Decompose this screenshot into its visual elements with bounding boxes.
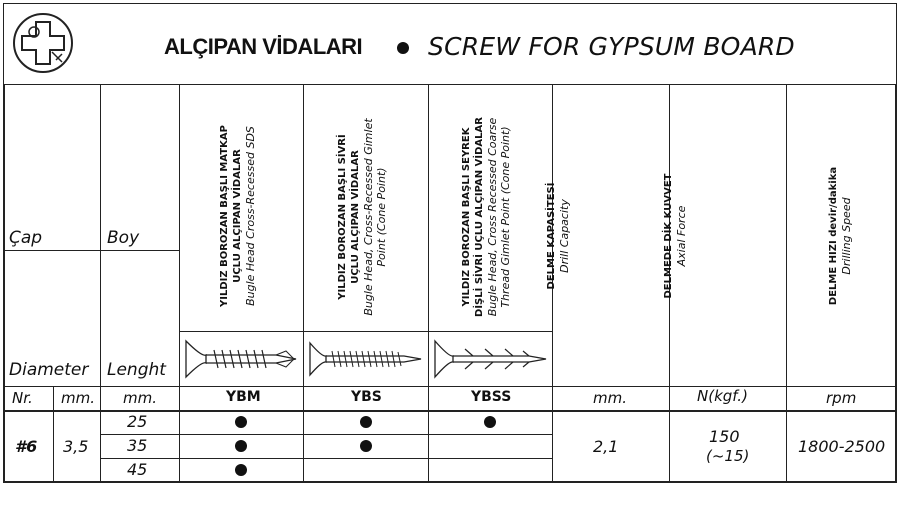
availability-dot-ybss-25 bbox=[484, 416, 496, 428]
unit-mm-length: mm. bbox=[123, 389, 157, 407]
code-ybm: YBM bbox=[226, 389, 261, 405]
ybs-screw-drawing-icon bbox=[308, 337, 423, 381]
drilling-speed-header: DELME HIZI devir/dakika Drilling Speed bbox=[828, 166, 853, 306]
length-35: 35 bbox=[127, 436, 148, 455]
title-turkish: ALÇIPAN VİDALARI bbox=[164, 34, 363, 59]
axial-force-value: 150 bbox=[709, 427, 740, 446]
unit-force: N(kgf.) bbox=[697, 387, 748, 405]
unit-mm-diameter: mm. bbox=[61, 389, 95, 407]
ybm-header: YILDIZ BOROZAN BAŞLI MATKAP UÇLU ALÇIPAN VİDALAR Bugle Head Cross-Recessed SDS bbox=[219, 125, 257, 307]
ybs-header: YILDIZ BOROZAN BAŞLI SİVRİ UÇLU ALÇIPAN VİDALAR Bugle Head, Cross-Recessed Gimlet Point (Cone Point) bbox=[337, 118, 388, 316]
axial-force-kgf: (~15) bbox=[706, 447, 750, 465]
drill-capacity-header: DELME KAPASİTESİ Drill Capacity bbox=[546, 182, 571, 290]
header-band bbox=[3, 3, 897, 85]
diameter-label-en: Diameter bbox=[9, 360, 89, 380]
phillips-screw-head-icon bbox=[12, 12, 74, 74]
length-25: 25 bbox=[127, 412, 148, 431]
axial-force-header: DELMEDE DİK KUVVET Axial Force bbox=[663, 173, 688, 299]
availability-dot-ybs-35 bbox=[360, 440, 372, 452]
length-label-en: Lenght bbox=[107, 360, 166, 380]
unit-rpm: rpm bbox=[826, 389, 857, 407]
diameter-label-tr: Çap bbox=[9, 228, 43, 248]
availability-dot-ybm-45 bbox=[235, 464, 247, 476]
availability-dot-ybs-25 bbox=[360, 416, 372, 428]
code-ybss: YBSS bbox=[471, 389, 512, 405]
size-number: #6 bbox=[15, 437, 38, 456]
unit-mm-drill: mm. bbox=[593, 389, 627, 407]
availability-dot-ybm-35 bbox=[235, 440, 247, 452]
availability-dot-ybm-25 bbox=[235, 416, 247, 428]
length-45: 45 bbox=[127, 460, 148, 479]
ybm-screw-drawing-icon bbox=[184, 337, 299, 381]
title-bullet bbox=[397, 42, 409, 54]
diameter-value: 3,5 bbox=[63, 437, 89, 456]
length-label-tr: Boy bbox=[107, 228, 140, 248]
drilling-speed-value: 1800-2500 bbox=[798, 437, 886, 456]
ybss-screw-drawing-icon bbox=[433, 337, 548, 381]
drill-capacity-value: 2,1 bbox=[593, 437, 619, 456]
unit-nr: Nr. bbox=[12, 389, 33, 407]
title-english: SCREW FOR GYPSUM BOARD bbox=[428, 32, 795, 61]
ybss-header: YILDIZ BOROZAN BAŞLI SEYREK DİŞLİ SİVRİ UÇLU ALÇIPAN VİDALAR Bugle Head, Cross Recessed Coarse Thread Gimlet Point (Cone Point) bbox=[461, 117, 512, 317]
screw-spec-table bbox=[3, 85, 897, 483]
code-ybs: YBS bbox=[351, 389, 382, 405]
